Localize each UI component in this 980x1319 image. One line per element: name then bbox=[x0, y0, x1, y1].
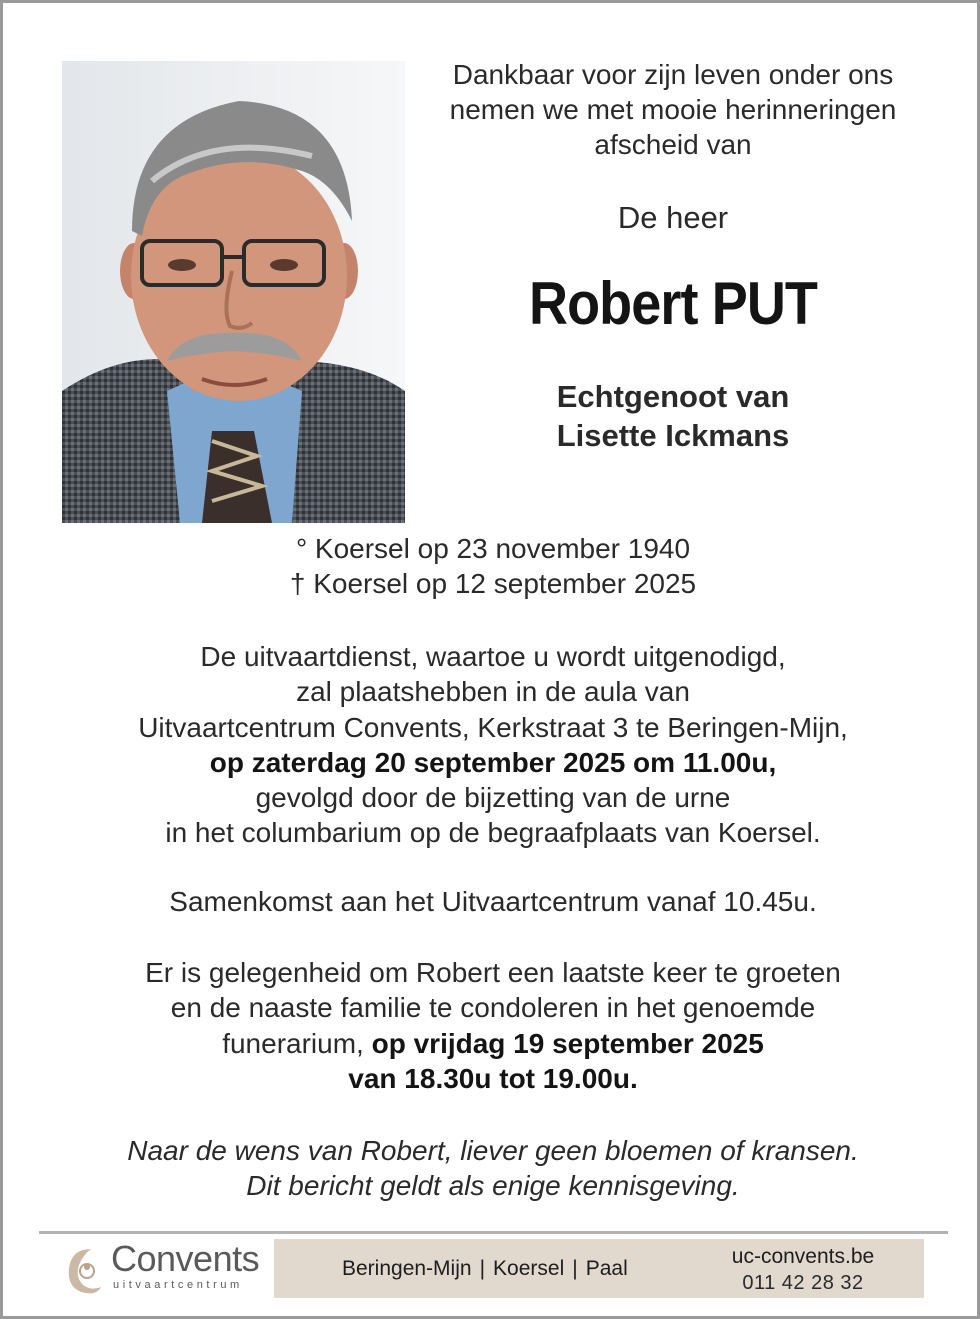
location-item: Beringen-Mijn bbox=[342, 1257, 472, 1280]
service-line: De uitvaartdienst, waartoe u wordt uitgenodigd, bbox=[200, 641, 786, 672]
birth-date: ° Koersel op 23 november 1940 bbox=[295, 533, 691, 564]
intro-line: Dankbaar voor zijn leven onder ons bbox=[452, 59, 894, 90]
logo-name: Convents bbox=[111, 1238, 260, 1279]
location-item: Paal bbox=[585, 1257, 628, 1280]
visitation-line: en de naaste familie te condoleren in het genoemde bbox=[170, 992, 816, 1024]
closing-line: Naar de wens van Robert, liever geen bloemen of kransen. bbox=[127, 1135, 859, 1166]
logo-subtitle: uitvaartcentrum bbox=[113, 1279, 243, 1291]
spouse-info bbox=[413, 377, 933, 455]
intro-text bbox=[413, 57, 933, 162]
conventslogo-icon bbox=[61, 1243, 105, 1297]
deceased-name: Robert PUT bbox=[529, 270, 817, 337]
visitation-prefix: funerarium, bbox=[222, 1027, 372, 1059]
location-list bbox=[342, 1255, 628, 1283]
portrait-illustration bbox=[62, 61, 405, 523]
separator: | bbox=[479, 1257, 486, 1280]
spouse-line: Lisette Ickmans bbox=[556, 418, 790, 453]
visitation-date: op vrijdag 19 september 2025 bbox=[371, 1027, 764, 1059]
closing-text bbox=[43, 1133, 943, 1204]
service-details bbox=[43, 639, 943, 851]
intro-line: nemen we met mooie herinneringen bbox=[449, 94, 897, 125]
service-line: zal plaatshebben in de aula van bbox=[296, 676, 690, 708]
visitation-line: Er is gelegenheid om Robert een laatste keer te groeten bbox=[145, 957, 841, 988]
life-dates bbox=[43, 531, 943, 602]
visitation-line bbox=[43, 1026, 943, 1061]
closing-line: Dit bericht geldt als enige kennisgeving. bbox=[246, 1170, 740, 1202]
service-date: op zaterdag 20 september 2025 om 11.00u, bbox=[209, 746, 777, 778]
website-link[interactable]: uc-convents.be bbox=[731, 1245, 875, 1268]
service-line: Uitvaartcentrum Convents, Kerkstraat 3 te Beringen-Mijn, bbox=[138, 711, 848, 743]
gathering-info bbox=[43, 884, 943, 919]
separator: | bbox=[572, 1257, 578, 1280]
portrait-photo bbox=[62, 61, 405, 523]
death-date: † Koersel op 12 september 2025 bbox=[289, 568, 697, 600]
logo-mark-icon bbox=[61, 1243, 105, 1297]
visitation-details bbox=[43, 955, 943, 1096]
gathering-line: Samenkomst aan het Uitvaartcentrum vanaf 10.45u. bbox=[169, 886, 817, 917]
location-item: Koersel bbox=[493, 1257, 565, 1280]
phone-number: 011 42 28 32 bbox=[742, 1272, 864, 1294]
salutation: De heer bbox=[617, 200, 729, 235]
visitation-time: van 18.30u tot 19.00u. bbox=[348, 1062, 638, 1094]
service-line: in het columbarium op de begraafplaats van Koersel. bbox=[165, 817, 821, 849]
footer-divider bbox=[39, 1231, 948, 1234]
intro-line: afscheid van bbox=[594, 129, 752, 160]
spouse-line: Echtgenoot van bbox=[556, 379, 790, 414]
service-line: gevolgd door de bijzetting van de urne bbox=[255, 782, 731, 814]
